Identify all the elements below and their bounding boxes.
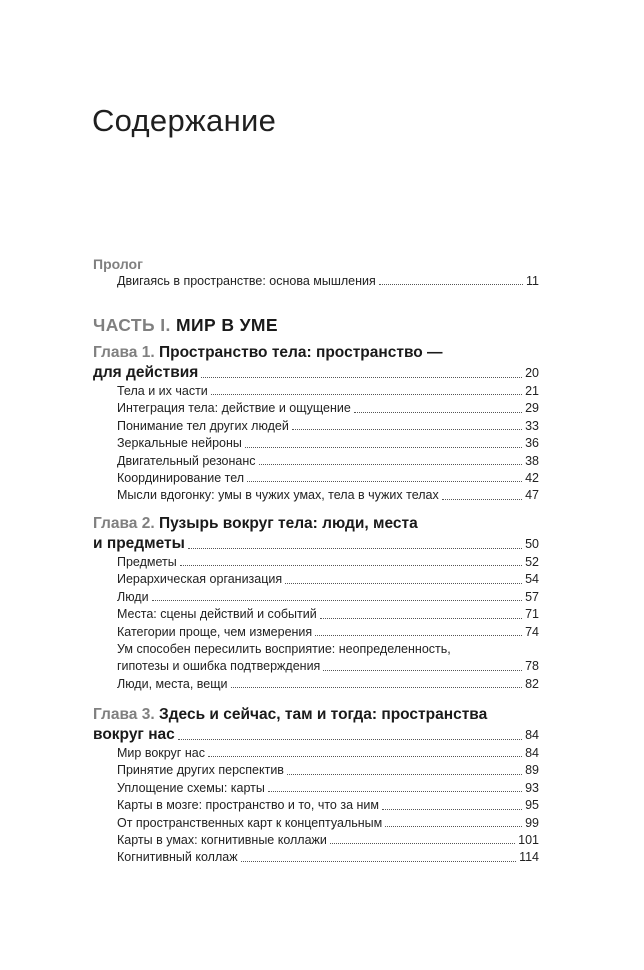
toc-entry-text: Карты в мозге: пространство и то, что за ним (117, 798, 379, 813)
toc-entry-text: Тела и их части (117, 383, 208, 398)
toc-entry-page: 11 (526, 273, 539, 288)
part-heading (93, 315, 278, 336)
toc-entry[interactable] (93, 815, 539, 832)
toc-entry[interactable] (93, 554, 539, 571)
toc-entry-text: Уплощение схемы: карты (117, 780, 265, 795)
toc-entry[interactable] (93, 797, 539, 814)
chapter-label: Глава 3. (93, 706, 155, 723)
dot-leader (188, 548, 522, 549)
toc-entry-text: Мир вокруг нас (117, 745, 205, 760)
dot-leader (201, 377, 522, 378)
toc-entry-page: 21 (525, 383, 539, 398)
toc-entry-page: 95 (525, 798, 539, 813)
toc-entry-text: Иерархическая организация (117, 572, 283, 587)
chapter-title[interactable] (93, 514, 539, 534)
dot-leader (245, 447, 522, 448)
toc-entry-page: 38 (525, 453, 539, 468)
toc-entry-page: 54 (525, 572, 539, 587)
toc-entry-text: Интеграция тела: действие и ощущение (117, 401, 351, 416)
toc-entry-page: 74 (525, 624, 539, 639)
toc-entry-text: Ум способен пересилить восприятие: неопределенность, (117, 641, 451, 656)
toc-entry-text: Люди (117, 589, 149, 604)
toc-entry-text-line2: гипотезы и ошибка подтверждения (117, 659, 321, 674)
chapter-title-line[interactable] (93, 534, 539, 554)
dot-leader (241, 861, 517, 862)
toc-entry-line1[interactable] (93, 641, 539, 658)
dot-leader (287, 774, 522, 775)
toc-entry-text: Когнитивный коллаж (117, 850, 238, 865)
toc-entry-page: 71 (525, 607, 539, 622)
prolog-title: Пролог (93, 256, 143, 272)
chapter-label: Глава 2. (93, 515, 155, 532)
chapter-3 (93, 705, 539, 867)
toc-entry-text: Двигаясь в пространстве: основа мышления (117, 273, 376, 288)
toc-entry[interactable] (93, 780, 539, 797)
toc-entry-text: Места: сцены действий и событий (117, 607, 317, 622)
chapter-label: Глава 1. (93, 344, 155, 361)
toc-entry[interactable] (93, 571, 539, 588)
toc-entry[interactable] (93, 745, 539, 762)
chapter-title[interactable] (93, 705, 539, 725)
chapter-title-line1: Здесь и сейчас, там и тогда: пространства (158, 706, 488, 723)
toc-entry[interactable] (93, 832, 539, 849)
toc-entry-text: Мысли вдогонку: умы в чужих умах, тела в чужих телах (117, 488, 439, 503)
toc-entry[interactable] (93, 435, 539, 452)
toc-entry[interactable] (93, 453, 539, 470)
chapter-title-line2: вокруг нас (93, 726, 175, 743)
toc-entry-text: Категории проще, чем измерения (117, 624, 313, 639)
toc-entry-page: 78 (525, 659, 539, 674)
chapter-page: 20 (525, 366, 539, 380)
toc-entry[interactable] (93, 383, 539, 400)
dot-leader (385, 826, 522, 827)
toc-entry-text: Понимание тел других людей (117, 418, 289, 433)
toc-entry-text: Люди, места, вещи (117, 676, 228, 691)
chapter-title-line[interactable] (93, 363, 539, 383)
dot-leader (442, 499, 522, 500)
chapter-page: 50 (525, 537, 539, 551)
toc-entry[interactable] (93, 762, 539, 779)
chapter-title-line1: Пространство тела: пространство — (158, 344, 443, 361)
dot-leader (320, 618, 522, 619)
toc-entry-page: 36 (525, 436, 539, 451)
toc-entry-text: Принятие других перспектив (117, 763, 284, 778)
toc-entry-text: Координирование тел (117, 470, 245, 485)
dot-leader (178, 739, 522, 740)
toc-entry[interactable] (93, 676, 539, 693)
dot-leader (180, 565, 522, 566)
dot-leader (208, 756, 522, 757)
chapter-1 (93, 343, 539, 505)
dot-leader (259, 464, 523, 465)
page-title: Содержание (92, 103, 277, 138)
dot-leader (247, 481, 522, 482)
toc-entry-page: 42 (525, 470, 539, 485)
toc-entry-page: 114 (519, 850, 539, 865)
dot-leader (231, 687, 523, 688)
toc-entry-page: 93 (525, 780, 539, 795)
toc-entry[interactable] (93, 589, 539, 606)
toc-entry[interactable] (93, 273, 539, 290)
toc-entry-text: Зеркальные нейроны (117, 436, 242, 451)
toc-entry-text: Двигательный резонанс (117, 453, 256, 468)
toc-entry-page: 47 (525, 488, 539, 503)
toc-entry[interactable] (93, 606, 539, 623)
chapter-page: 84 (525, 728, 539, 742)
dot-leader (315, 635, 522, 636)
dot-leader (379, 284, 523, 285)
dot-leader (330, 843, 515, 844)
dot-leader (323, 670, 522, 671)
chapter-title-line2: и предметы (93, 535, 185, 552)
toc-entry[interactable] (93, 658, 539, 675)
part-name: МИР В УМЕ (176, 315, 278, 335)
toc-entry-text: Карты в умах: когнитивные коллажи (117, 832, 327, 847)
toc-entry-page: 29 (525, 401, 539, 416)
toc-entry-page: 52 (525, 554, 539, 569)
toc-entry[interactable] (93, 418, 539, 435)
toc-entry-page: 33 (525, 418, 539, 433)
toc-entry-text: От пространственных карт к концептуальным (117, 815, 383, 830)
chapter-2 (93, 514, 539, 693)
toc-entry-page: 82 (525, 676, 539, 691)
chapter-title-line2: для действия (93, 364, 199, 381)
toc-entry-page: 84 (525, 745, 539, 760)
toc-entry[interactable] (93, 470, 539, 487)
toc-entry-page: 57 (525, 589, 539, 604)
chapter-title-line1: Пузырь вокруг тела: люди, места (158, 515, 418, 532)
toc-entry-text: Предметы (117, 554, 177, 569)
dot-leader (268, 791, 522, 792)
dot-leader (285, 583, 522, 584)
dot-leader (152, 600, 523, 601)
toc-entry[interactable] (93, 624, 539, 641)
toc-entry[interactable] (93, 487, 539, 504)
dot-leader (354, 412, 522, 413)
toc-entry-page: 99 (525, 815, 539, 830)
toc-entry-page: 89 (525, 763, 539, 778)
dot-leader (211, 394, 522, 395)
part-label: ЧАСТЬ I. (93, 315, 171, 335)
dot-leader (292, 429, 522, 430)
chapter-title-line[interactable] (93, 725, 539, 745)
chapter-title[interactable] (93, 343, 539, 363)
prolog-section (93, 255, 539, 290)
dot-leader (382, 809, 522, 810)
toc-entry[interactable] (93, 400, 539, 417)
toc-entry[interactable] (93, 849, 539, 866)
toc-entry-page: 101 (518, 832, 539, 847)
